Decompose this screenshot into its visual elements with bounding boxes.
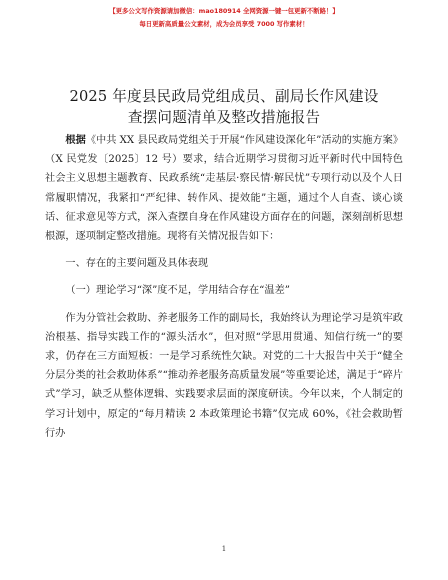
page-number: 1 — [221, 545, 227, 553]
intro-paragraph — [45, 131, 403, 246]
intro-text: 《中共 XX 县民政局党组关于开展“作风建设深化年”活动的实施方案》（X 民党发〔2025〕12 号）要求，结合近期学习贯彻习近平新时代中国特色社会主义思想主题教育、民政系统“走基层·察民情·解民忧”专项行动以及个人日常履职情况，我紧扣“严纪律、转作风、提效能”主题，通过个人自查、谈心谈话、征求意见等方式，深入查摆自身在作风建设方面存在的问题，深刻剖析思想根源，逐项制定整改措施。现将有关情况报告如下： — [45, 135, 404, 243]
promo-banner-line-1: 【更多公文写作资源请加微信：mao180914 全网资源一键一包更新不断路！】 — [109, 7, 339, 15]
document-body — [45, 131, 403, 443]
document-title — [0, 86, 448, 128]
section-heading-1: 一、存在的主要问题及具体表现 — [65, 258, 209, 270]
title-line-1: 2025 年度县民政局党组成员、副局长作风建设 — [69, 88, 379, 105]
promo-banner — [0, 5, 448, 31]
intro-lead: 根据 — [65, 134, 86, 146]
title-line-2: 查摆问题清单及整改措施报告 — [127, 109, 321, 126]
promo-banner-line-2: 每日更新高质量公文素材，成为会员享受 7000 写作素材！ — [139, 20, 309, 28]
body-paragraph: 作为分管社会救助、养老服务工作的副局长，我始终认为理论学习是筑牢政治根基、指导实践工作的“源头活水”，但对照“学思用贯通、知信行统一”的要求，仍存在三方面短板：一是学习系统性欠缺。对党的二十大报告中关于“健全分层分类的社会救助体系”“推动养老服务高质量发展”等重要论述，满足于“碎片式”学习，缺乏从整体逻辑、实践要求层面的深度研读。今年以来，个人制定的学习计划中，原定的“每月精读 2 本政策理论书籍”仅完成 60%，《社会救助暂行办 — [45, 312, 403, 439]
subsection-heading-1: （一）理论学习“深”度不足，学用结合存在“温差” — [65, 285, 290, 297]
